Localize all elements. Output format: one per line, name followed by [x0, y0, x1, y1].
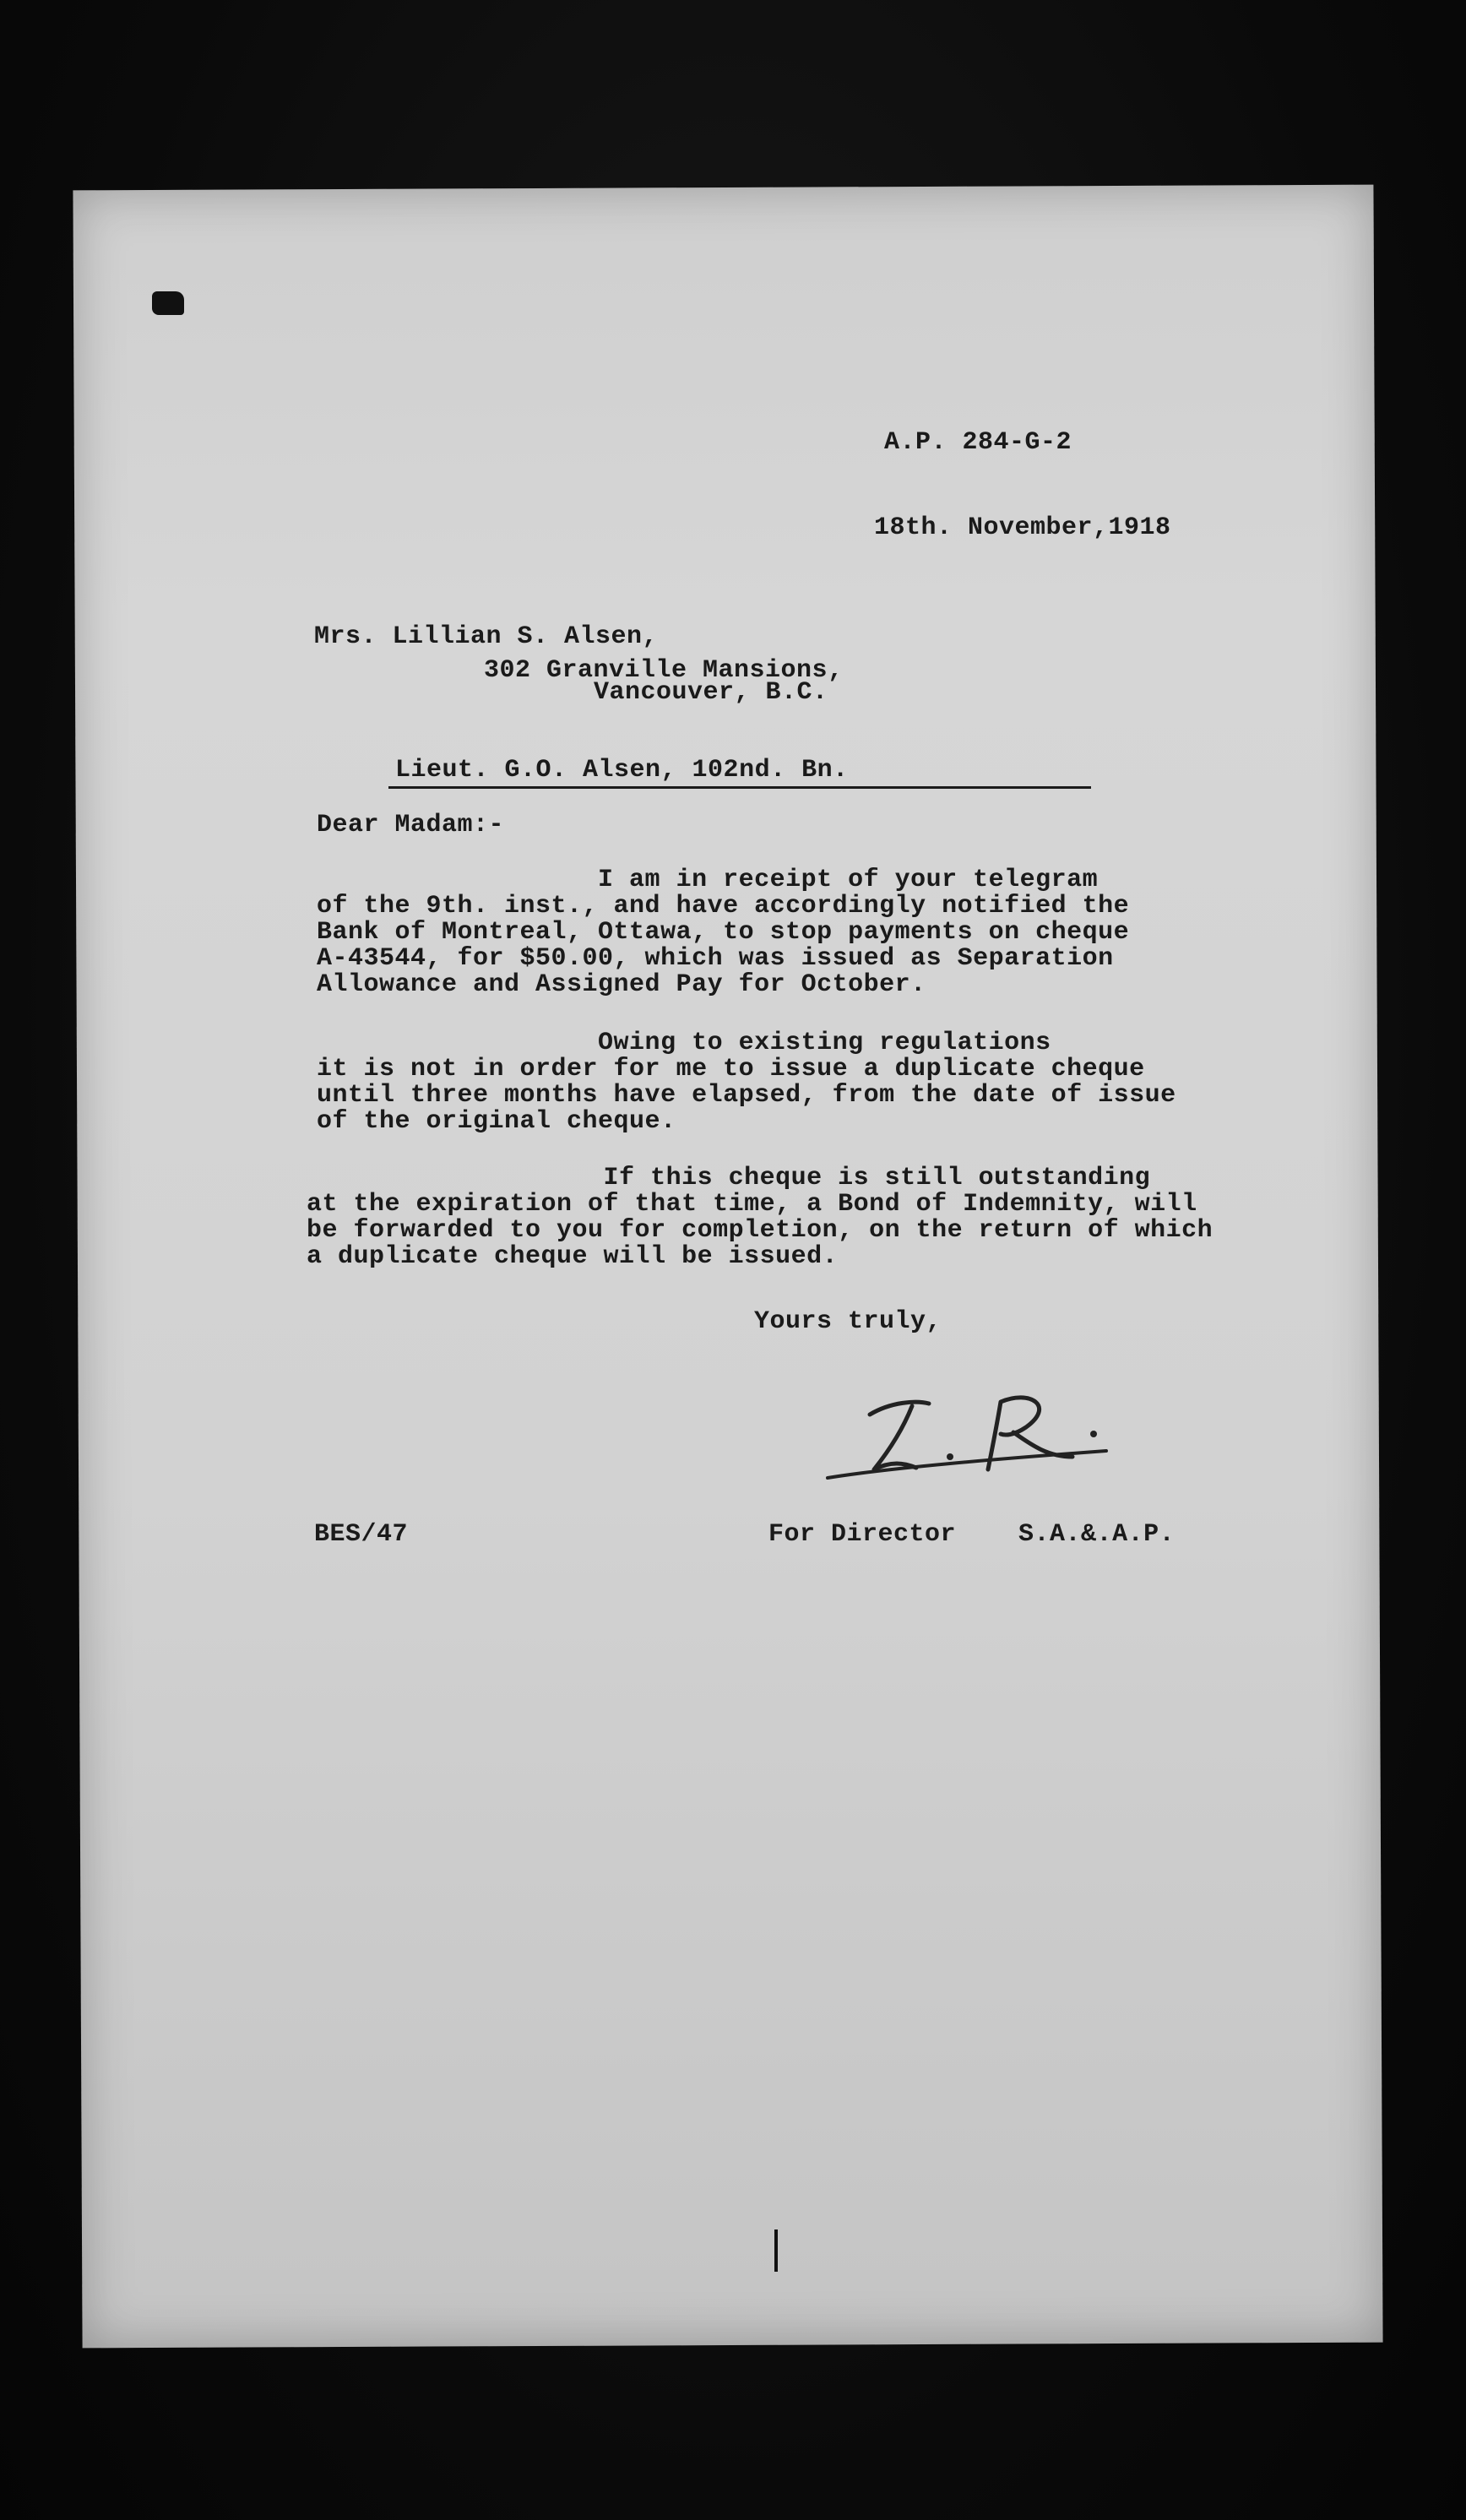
subject-underline — [388, 786, 1091, 789]
body-paragraph-3: If this cheque is still outstanding at the expiration of that time, a Bond of Indemnity, will be forwarded to you for completion, on the return of which a duplicate cheque will be issued. — [307, 1164, 1214, 1271]
closing: Yours truly, — [754, 1307, 942, 1336]
salutation: Dear Madam:- — [317, 811, 505, 839]
recipient-street: 302 Granville Mansions, — [484, 656, 844, 685]
recipient-name: Mrs. Lillian S. Alsen, — [314, 622, 659, 651]
ink-blot-mark — [152, 291, 184, 315]
ink-stroke-mark — [774, 2229, 778, 2272]
file-reference: A.P. 284-G-2 — [884, 428, 1072, 457]
handwritten-signature — [823, 1368, 1115, 1486]
body-paragraph-2: Owing to existing regulations it is not in order for me to issue a duplicate cheque until three months have elapsed, from the date of issue of the original cheque. — [317, 1029, 1176, 1136]
letter-date: 18th. November,1918 — [874, 513, 1171, 542]
body-paragraph-1: I am in receipt of your telegram of the 9th. inst., and have accordingly notified the Bank of Montreal, Ottawa, to stop payments on cheque A-43544, for $50.00, which was issued as Separation Allowance and Assigned Pay for October. — [317, 866, 1130, 999]
signatory-title: For Director S.A.&.A.P. — [768, 1520, 1176, 1549]
typist-initials: BES/47 — [314, 1520, 409, 1549]
recipient-city: Vancouver, B.C. — [594, 678, 828, 707]
subject-line-text: Lieut. G.O. Alsen, 102nd. Bn. — [395, 756, 849, 785]
